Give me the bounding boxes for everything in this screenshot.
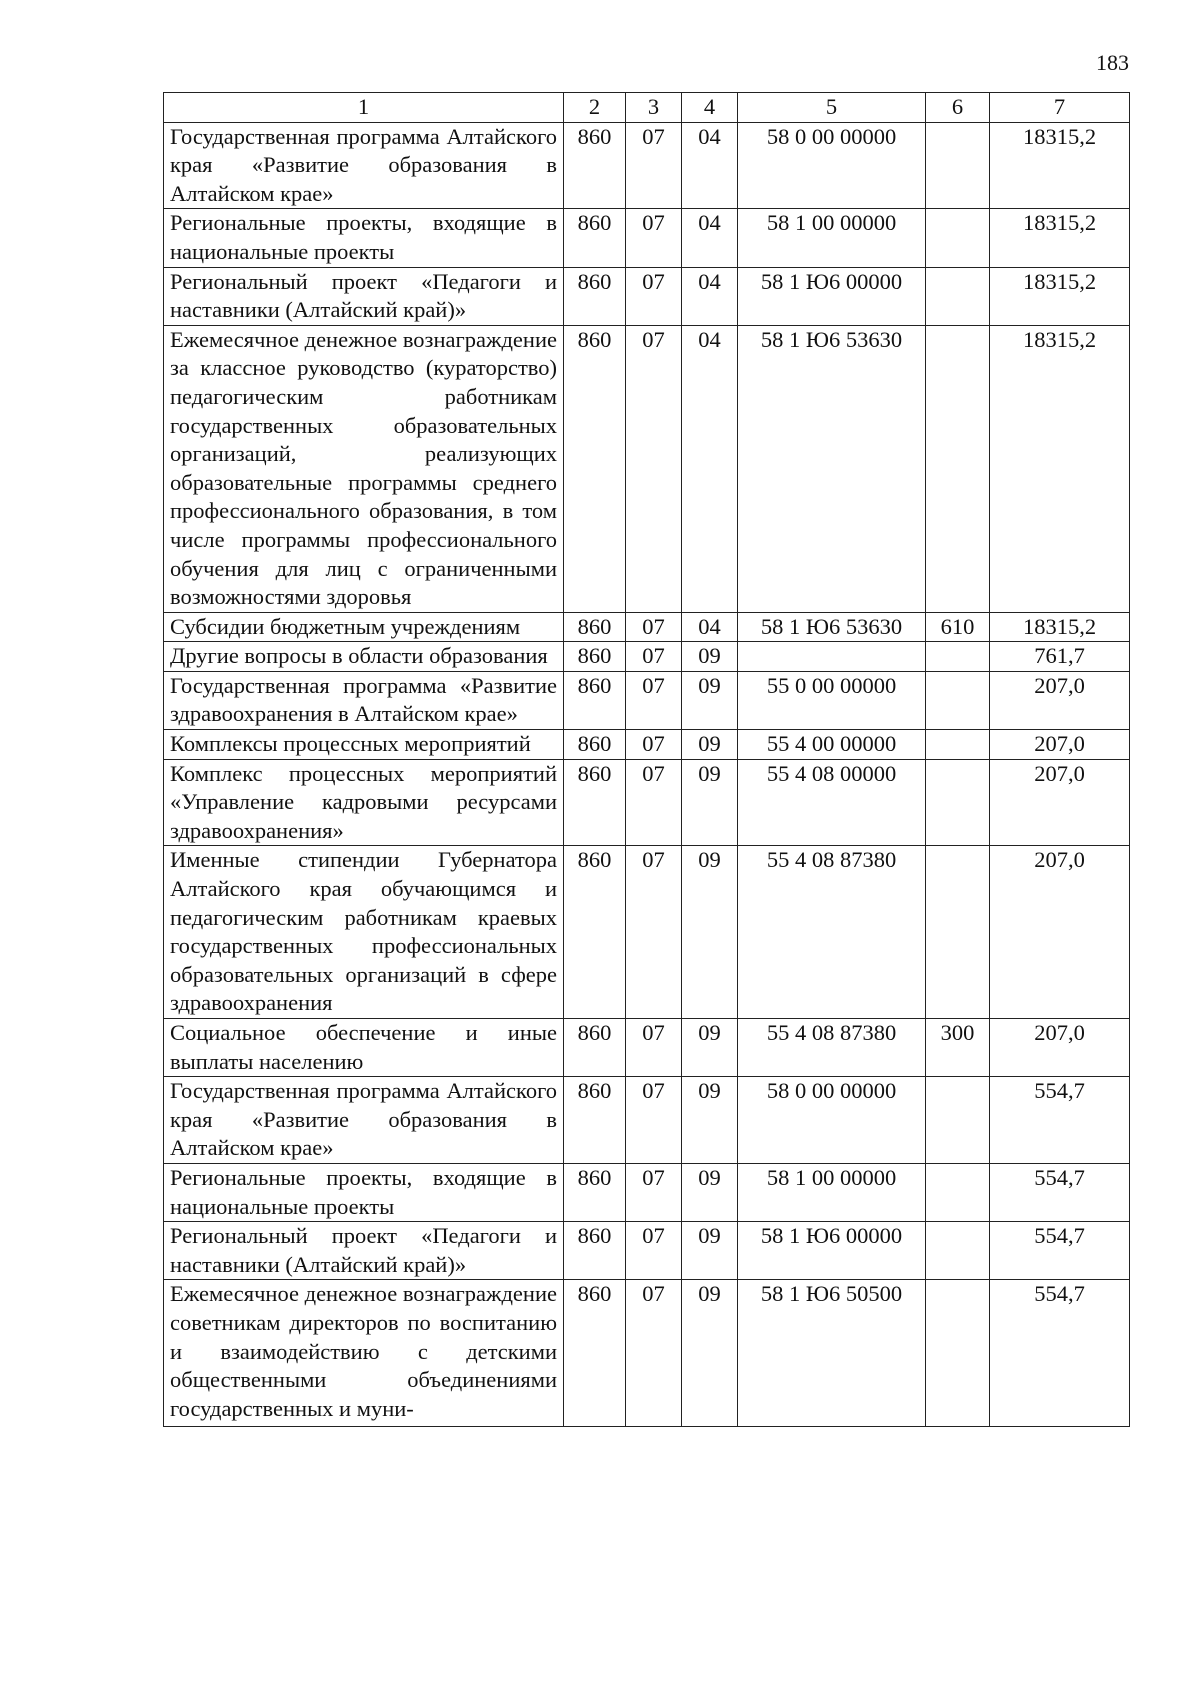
col-header-7: 7 — [990, 93, 1130, 123]
row-col-6 — [926, 759, 990, 846]
row-col-2: 860 — [564, 846, 626, 1019]
row-col-2: 860 — [564, 1163, 626, 1221]
row-col-7: 207,0 — [990, 1019, 1130, 1077]
row-col-7: 554,7 — [990, 1077, 1130, 1164]
row-name: Субсидии бюджетным учреждениям — [164, 612, 564, 642]
table-row — [164, 122, 1130, 209]
row-col-7: 18315,2 — [990, 209, 1130, 267]
row-name: Государственная программа Алтайского края «Развитие образования в Алтайском крае» — [164, 1077, 564, 1164]
row-col-4: 04 — [682, 209, 738, 267]
row-col-2: 860 — [564, 325, 626, 612]
row-col-2: 860 — [564, 209, 626, 267]
row-name: Комплекс процессных мероприятий «Управление кадровыми ресурсами здравоохранения» — [164, 759, 564, 846]
table-row — [164, 671, 1130, 729]
table-row — [164, 209, 1130, 267]
row-col-6: 610 — [926, 612, 990, 642]
row-col-3: 07 — [626, 671, 682, 729]
row-col-7: 18315,2 — [990, 612, 1130, 642]
row-col-2: 860 — [564, 1077, 626, 1164]
row-col-4: 09 — [682, 759, 738, 846]
row-col-3: 07 — [626, 1077, 682, 1164]
table-row — [164, 1222, 1130, 1280]
row-col-5: 58 1 Ю6 50500 — [738, 1280, 926, 1427]
row-name: Ежемесячное денежное вознаграждение советникам директоров по воспитанию и взаимодействию с детскими общественными объединениями государственных и муни- — [164, 1280, 564, 1427]
row-col-7: 761,7 — [990, 642, 1130, 672]
table-row — [164, 846, 1130, 1019]
row-col-5 — [738, 642, 926, 672]
row-col-7: 18315,2 — [990, 267, 1130, 325]
row-col-4: 09 — [682, 1222, 738, 1280]
row-name: Ежемесячное денежное вознаграждение за классное руководство (кураторство) педагогическим работникам государственных образовательных организаций, реализующих образовательные программы среднего профессионального образования, в том числе программы профессионального обучения для лиц с ограниченными возможностями здоровья — [164, 325, 564, 612]
row-col-5: 55 4 08 00000 — [738, 759, 926, 846]
table-row — [164, 1280, 1130, 1427]
row-col-6 — [926, 122, 990, 209]
row-col-7: 18315,2 — [990, 325, 1130, 612]
row-col-3: 07 — [626, 267, 682, 325]
row-col-7: 554,7 — [990, 1163, 1130, 1221]
row-col-2: 860 — [564, 612, 626, 642]
header-row — [164, 93, 1130, 123]
table-row — [164, 730, 1130, 760]
row-col-3: 07 — [626, 325, 682, 612]
row-col-4: 04 — [682, 612, 738, 642]
row-col-4: 09 — [682, 642, 738, 672]
row-col-7: 207,0 — [990, 846, 1130, 1019]
row-col-2: 860 — [564, 1222, 626, 1280]
col-header-5: 5 — [738, 93, 926, 123]
row-col-7: 554,7 — [990, 1222, 1130, 1280]
row-col-5: 58 1 Ю6 00000 — [738, 267, 926, 325]
row-col-5: 58 1 Ю6 00000 — [738, 1222, 926, 1280]
row-col-6 — [926, 846, 990, 1019]
row-col-6 — [926, 1077, 990, 1164]
row-col-6 — [926, 267, 990, 325]
row-col-3: 07 — [626, 1222, 682, 1280]
row-col-2: 860 — [564, 267, 626, 325]
row-col-6 — [926, 1222, 990, 1280]
row-col-5: 58 1 00 00000 — [738, 1163, 926, 1221]
row-name: Государственная программа Алтайского края «Развитие образования в Алтайском крае» — [164, 122, 564, 209]
table-row — [164, 1077, 1130, 1164]
row-col-6 — [926, 671, 990, 729]
row-name: Другие вопросы в области образования — [164, 642, 564, 672]
row-col-5: 58 1 00 00000 — [738, 209, 926, 267]
row-col-4: 09 — [682, 1019, 738, 1077]
col-header-3: 3 — [626, 93, 682, 123]
row-col-4: 09 — [682, 671, 738, 729]
row-name: Региональный проект «Педагоги и наставники (Алтайский край)» — [164, 1222, 564, 1280]
row-col-5: 55 0 00 00000 — [738, 671, 926, 729]
row-col-6 — [926, 642, 990, 672]
row-col-4: 04 — [682, 122, 738, 209]
row-col-6 — [926, 1163, 990, 1221]
row-col-3: 07 — [626, 612, 682, 642]
budget-table — [163, 92, 1130, 1427]
row-col-7: 207,0 — [990, 671, 1130, 729]
col-header-4: 4 — [682, 93, 738, 123]
table-row — [164, 642, 1130, 672]
row-col-4: 04 — [682, 325, 738, 612]
row-col-4: 09 — [682, 730, 738, 760]
row-name: Региональные проекты, входящие в национальные проекты — [164, 209, 564, 267]
table-row — [164, 267, 1130, 325]
col-header-1: 1 — [164, 93, 564, 123]
row-name: Государственная программа «Развитие здравоохранения в Алтайском крае» — [164, 671, 564, 729]
row-col-7: 207,0 — [990, 759, 1130, 846]
row-col-4: 09 — [682, 1077, 738, 1164]
page-number: 183 — [1096, 50, 1129, 75]
row-col-2: 860 — [564, 730, 626, 760]
row-col-5: 58 0 00 00000 — [738, 122, 926, 209]
row-col-5: 58 1 Ю6 53630 — [738, 612, 926, 642]
row-col-5: 58 0 00 00000 — [738, 1077, 926, 1164]
row-col-3: 07 — [626, 846, 682, 1019]
row-col-3: 07 — [626, 209, 682, 267]
table-row — [164, 1019, 1130, 1077]
row-col-3: 07 — [626, 759, 682, 846]
row-col-4: 09 — [682, 1280, 738, 1427]
row-col-6 — [926, 209, 990, 267]
row-col-3: 07 — [626, 122, 682, 209]
row-col-2: 860 — [564, 1019, 626, 1077]
row-name: Социальное обеспечение и иные выплаты населению — [164, 1019, 564, 1077]
row-col-3: 07 — [626, 730, 682, 760]
row-col-7: 554,7 — [990, 1280, 1130, 1427]
table-row — [164, 612, 1130, 642]
col-header-2: 2 — [564, 93, 626, 123]
row-col-2: 860 — [564, 122, 626, 209]
row-col-3: 07 — [626, 1019, 682, 1077]
table-row — [164, 759, 1130, 846]
row-col-7: 18315,2 — [990, 122, 1130, 209]
row-name: Региональные проекты, входящие в национальные проекты — [164, 1163, 564, 1221]
row-col-6 — [926, 1280, 990, 1427]
row-name: Региональный проект «Педагоги и наставники (Алтайский край)» — [164, 267, 564, 325]
table-row — [164, 325, 1130, 612]
row-col-5: 58 1 Ю6 53630 — [738, 325, 926, 612]
col-header-6: 6 — [926, 93, 990, 123]
row-col-2: 860 — [564, 671, 626, 729]
row-col-6 — [926, 325, 990, 612]
row-col-5: 55 4 08 87380 — [738, 1019, 926, 1077]
row-col-4: 09 — [682, 846, 738, 1019]
row-col-6: 300 — [926, 1019, 990, 1077]
row-name: Именные стипендии Губернатора Алтайского края обучающимся и педагогическим работникам краевых государственных профессиональных образовательных организаций в сфере здравоохранения — [164, 846, 564, 1019]
row-col-6 — [926, 730, 990, 760]
table-row — [164, 1163, 1130, 1221]
row-col-2: 860 — [564, 759, 626, 846]
row-col-3: 07 — [626, 1280, 682, 1427]
row-col-7: 207,0 — [990, 730, 1130, 760]
row-col-4: 09 — [682, 1163, 738, 1221]
row-col-4: 04 — [682, 267, 738, 325]
row-col-3: 07 — [626, 642, 682, 672]
row-col-2: 860 — [564, 1280, 626, 1427]
row-name: Комплексы процессных мероприятий — [164, 730, 564, 760]
row-col-5: 55 4 08 87380 — [738, 846, 926, 1019]
row-col-3: 07 — [626, 1163, 682, 1221]
row-col-2: 860 — [564, 642, 626, 672]
row-col-5: 55 4 00 00000 — [738, 730, 926, 760]
